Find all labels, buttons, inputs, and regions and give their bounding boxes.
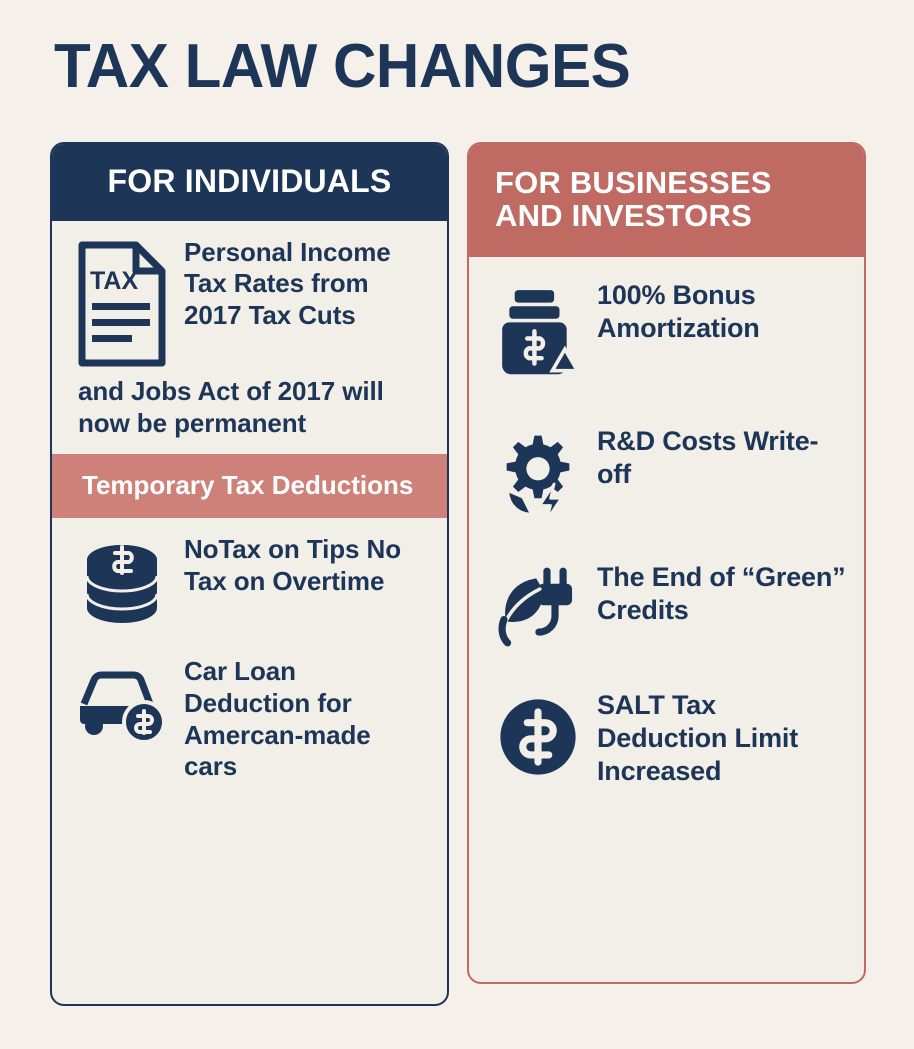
- coin-stack-dollar-icon: [74, 532, 170, 634]
- list-item: [469, 539, 864, 667]
- money-jar-dollar-icon: [495, 273, 581, 389]
- list-item: [469, 667, 864, 802]
- list-item-label: R&D Costs Write-off: [597, 425, 819, 489]
- list-item-label: Car Loan Deduction for Amercan-made cars: [184, 656, 371, 782]
- page-title: TAX LAW CHANGES: [54, 32, 631, 101]
- gear-bolt-icon: [495, 419, 581, 525]
- businesses-header: FOR BUSINESSES AND INVESTORS: [469, 144, 864, 257]
- individuals-continuation-text: and Jobs Act of 2017 will now be permanent: [78, 375, 384, 439]
- tax-document-icon: [74, 235, 170, 367]
- list-item-label: The End of “Green” Credits: [597, 561, 846, 625]
- list-item: [469, 403, 864, 539]
- list-item-label: NoTax on Tips No Tax on Overtime: [184, 534, 402, 596]
- dollar-circle-icon: [495, 683, 581, 785]
- list-item-label: Personal Income Tax Rates from 2017 Tax Cuts: [184, 236, 391, 330]
- list-item-label: 100% Bonus Amortization: [597, 279, 760, 343]
- list-item: [52, 518, 447, 640]
- list-item: [469, 257, 864, 403]
- individuals-header: FOR INDIVIDUALS: [52, 144, 447, 221]
- list-item: [52, 640, 447, 789]
- individuals-panel: [50, 142, 449, 1006]
- leaf-plug-icon: [495, 555, 581, 653]
- list-item: [52, 221, 447, 373]
- svg-text:TAX: TAX: [90, 266, 139, 295]
- list-item-label: SALT Tax Deduction Limit Increased: [597, 689, 798, 786]
- columns-container: [50, 142, 866, 1006]
- businesses-panel: [467, 142, 866, 984]
- car-dollar-icon: [74, 654, 170, 746]
- temporary-deductions-band: Temporary Tax Deductions: [52, 454, 447, 519]
